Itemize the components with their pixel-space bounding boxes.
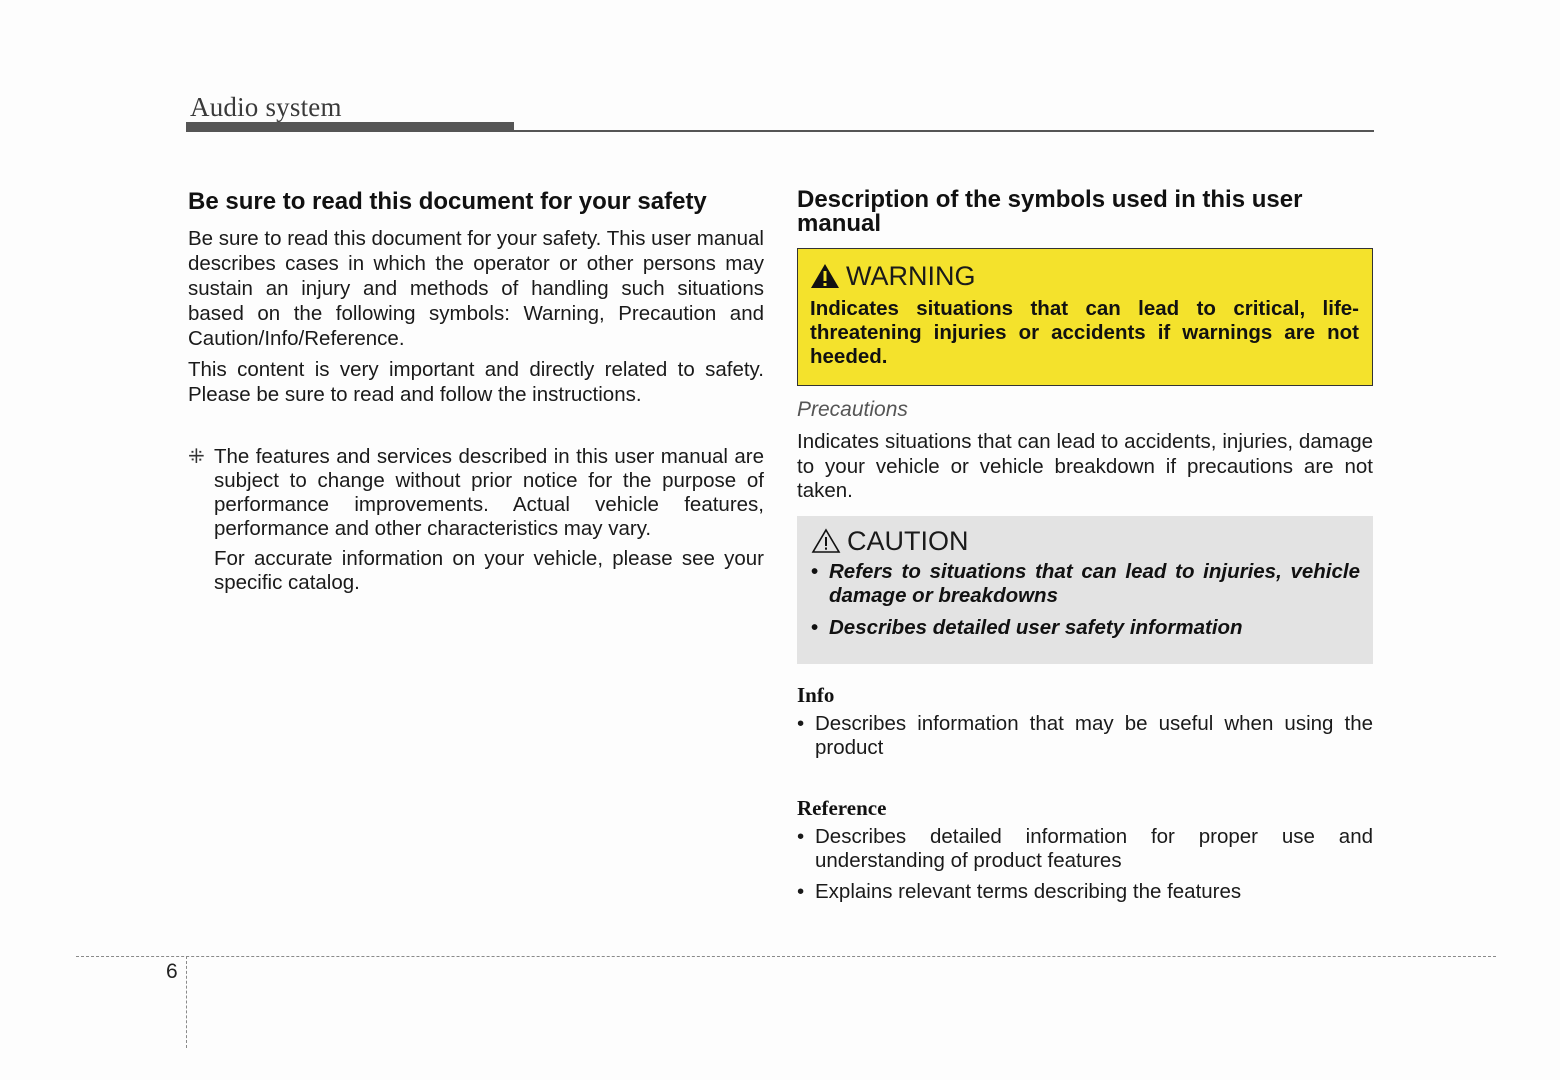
caution-box: [797, 516, 1373, 664]
caution-title: CAUTION: [847, 525, 969, 556]
header-rule: [186, 130, 1374, 132]
reference-item: • Describes detailed information for proper use and understanding of product features: [797, 825, 1373, 874]
info-list: [797, 712, 1373, 761]
warning-title-row: [810, 261, 1359, 291]
info-item: • Describes information that may be useful when using the product: [797, 712, 1373, 761]
precautions-title: Precautions: [797, 398, 908, 421]
note-mark-icon: ⁜: [188, 446, 205, 468]
left-column: [188, 188, 764, 601]
symbols-heading: Description of the symbols used in this user manual: [797, 186, 1303, 237]
safety-heading: Be sure to read this document for your safety: [188, 188, 707, 215]
safety-paragraph-2: This content is very important and directly related to safety. Please be sure to read and follow the instructions.: [188, 358, 764, 406]
footer-divider: [76, 956, 1496, 957]
warning-triangle-icon: [810, 263, 840, 289]
caution-list: [811, 560, 1360, 640]
caution-title-row: [811, 526, 1360, 556]
note-paragraph-2: For accurate information on your vehicle, please see your specific catalog.: [214, 547, 764, 594]
note-paragraph-1: The features and services described in this user manual are subject to change without prior notice for the purpose of performance improvements. Actual vehicle features, performance and other characteristics may vary.: [214, 445, 764, 540]
info-heading: Info: [797, 682, 835, 707]
safety-paragraph-1: Be sure to read this document for your safety. This user manual describes cases in which the operator or other persons may sustain an injury and methods of handling such situations based on the following symbols: Warning, Precaution and Caution/Info/Reference.: [188, 227, 764, 350]
caution-item: • Refers to situations that can lead to injuries, vehicle damage or breakdowns: [811, 560, 1360, 608]
precautions-text: Indicates situations that can lead to accidents, injuries, damage to your vehicle or vehicle breakdown if precautions are not taken.: [797, 430, 1373, 502]
warning-title: WARNING: [846, 261, 976, 291]
reference-heading: Reference: [797, 795, 887, 820]
caution-item: • Describes detailed user safety information: [811, 616, 1360, 640]
reference-item: • Explains relevant terms describing the features: [797, 880, 1373, 905]
note-block: [188, 445, 764, 595]
section-title: Audio system: [190, 92, 342, 122]
warning-box: [797, 248, 1373, 386]
reference-list: [797, 825, 1373, 905]
page-number: 6: [166, 960, 178, 983]
footer-vertical-divider: [186, 956, 187, 1048]
right-column: [797, 188, 1373, 910]
warning-text: Indicates situations that can lead to critical, life-threatening injuries or accidents if warnings are not heeded.: [810, 297, 1359, 368]
caution-triangle-icon: [811, 528, 841, 554]
